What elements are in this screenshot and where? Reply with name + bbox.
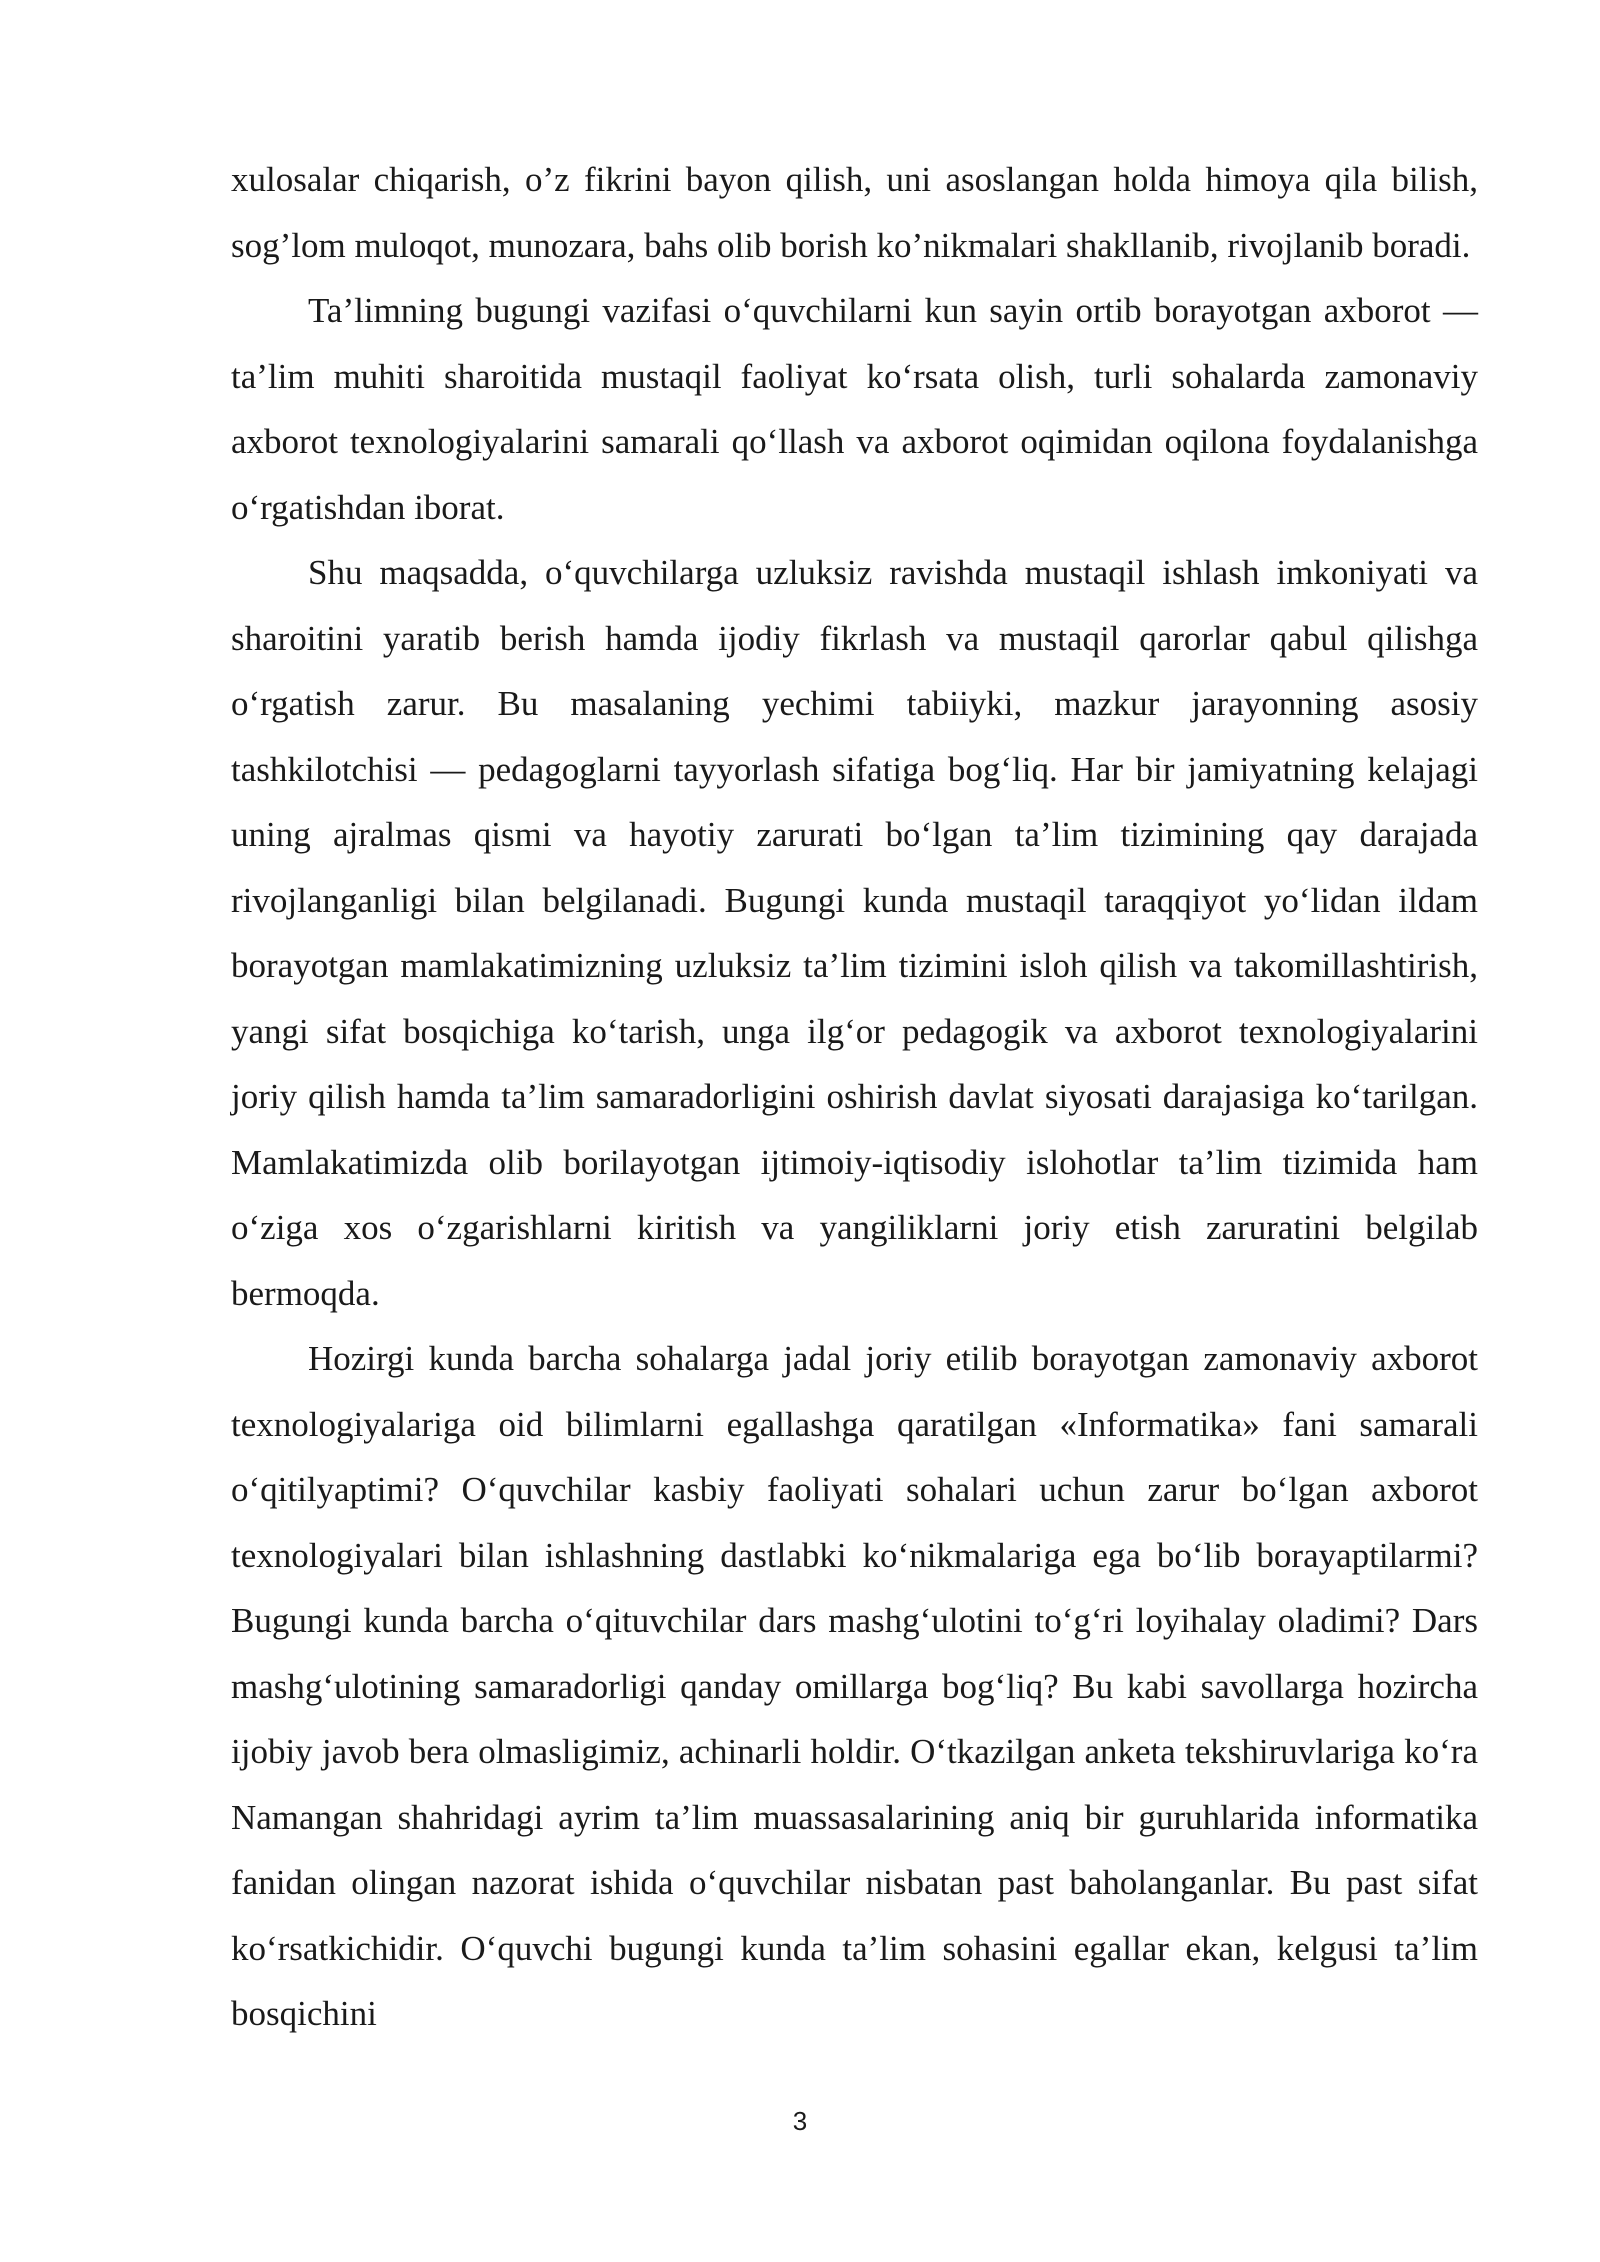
paragraph-education-task: Ta’limning bugungi vazifasi o‘quvchilarni kun sayin ortib borayotgan axborot — ta’lim muhiti sharoitida mustaqil faoliyat ko‘rsata olish, turli sohalarda zamonaviy axborot texnologiyalarini samarali qo‘llash va axborot oqimidan oqilona foydalanishga o‘rgatishdan iborat. bbox=[231, 291, 1478, 527]
paragraph-independent-work: Shu maqsadda, o‘quvchilarga uzluksiz ravishda mustaqil ishlash imkoniyati va sharoitini yaratib berish hamda ijodiy fikrlash va mustaqil qarorlar qabul qilishga o‘rgatish zarur. Bu masalaning yechimi tabiiyki, mazkur jarayonning asosiy tashkilotchisi — pedagoglarni tayyorlash sifatiga bog‘liq. Har bir jamiyatning kelajagi uning ajralmas qismi va hayotiy zarurati bo‘lgan ta’lim tizimining qay darajada rivojlanganligi bilan belgilanadi. Bugungi kunda mustaqil taraqqiyot yo‘lidan ildam borayotgan mamlakatimizning uzluksiz ta’lim tizimini isloh qilish va takomillashtirish, yangi sifat bosqichiga ko‘tarish, unga ilg‘or pedagogik va axborot texnologiyalarini joriy qilish hamda ta’lim samaradorligini oshirish davlat siyosati darajasiga ko‘tarilgan. Mamlakatimizda olib borilayotgan ijtimoiy-iqtisodiy islohotlar ta’lim tizimida ham o‘ziga xos o‘zgarishlarni kiritish va yangiliklarni joriy etish zaruratini belgilab bermoqda. bbox=[231, 553, 1478, 1313]
body-text bbox=[231, 147, 1478, 2047]
paragraph-continuation: xulosalar chiqarish, o’z fikrini bayon qilish, uni asoslangan holda himoya qila bilish, sog’lom muloqot, munozara, bahs olib borish ko’nikmalari shakllanib, rivojlanib boradi. bbox=[231, 160, 1478, 265]
paragraph-informatics-questions: Hozirgi kunda barcha sohalarga jadal joriy etilib borayotgan zamonaviy axborot texnologiyalariga oid bilimlarni egallashga qaratilgan «Informatika» fani samarali o‘qitilyaptimi? O‘quvchilar kasbiy faoliyati sohalari uchun zarur bo‘lgan axborot texnologiyalari bilan ishlashning dastlabki ko‘nikmalariga ega bo‘lib borayaptilarmi? Bugungi kunda barcha o‘qituvchilar dars mashg‘ulotini to‘g‘ri loyihalay oladimi? Dars mashg‘ulotining samaradorligi qanday omillarga bog‘liq? Bu kabi savollarga hozircha ijobiy javob bera olmasligimiz, achinarli holdir. O‘tkazilgan anketa tekshiruvlariga ko‘ra Namangan shahridagi ayrim ta’lim muassasalarining aniq bir guruhlarida informatika fanidan olingan nazorat ishida o‘quvchilar nisbatan past baholanganlar. Bu past sifat ko‘rsatkichidir. O‘quvchi bugungi kunda ta’lim sohasini egallar ekan, kelgusi ta’lim bosqichini bbox=[231, 1339, 1478, 2033]
page-number: 3 bbox=[792, 2106, 808, 2136]
